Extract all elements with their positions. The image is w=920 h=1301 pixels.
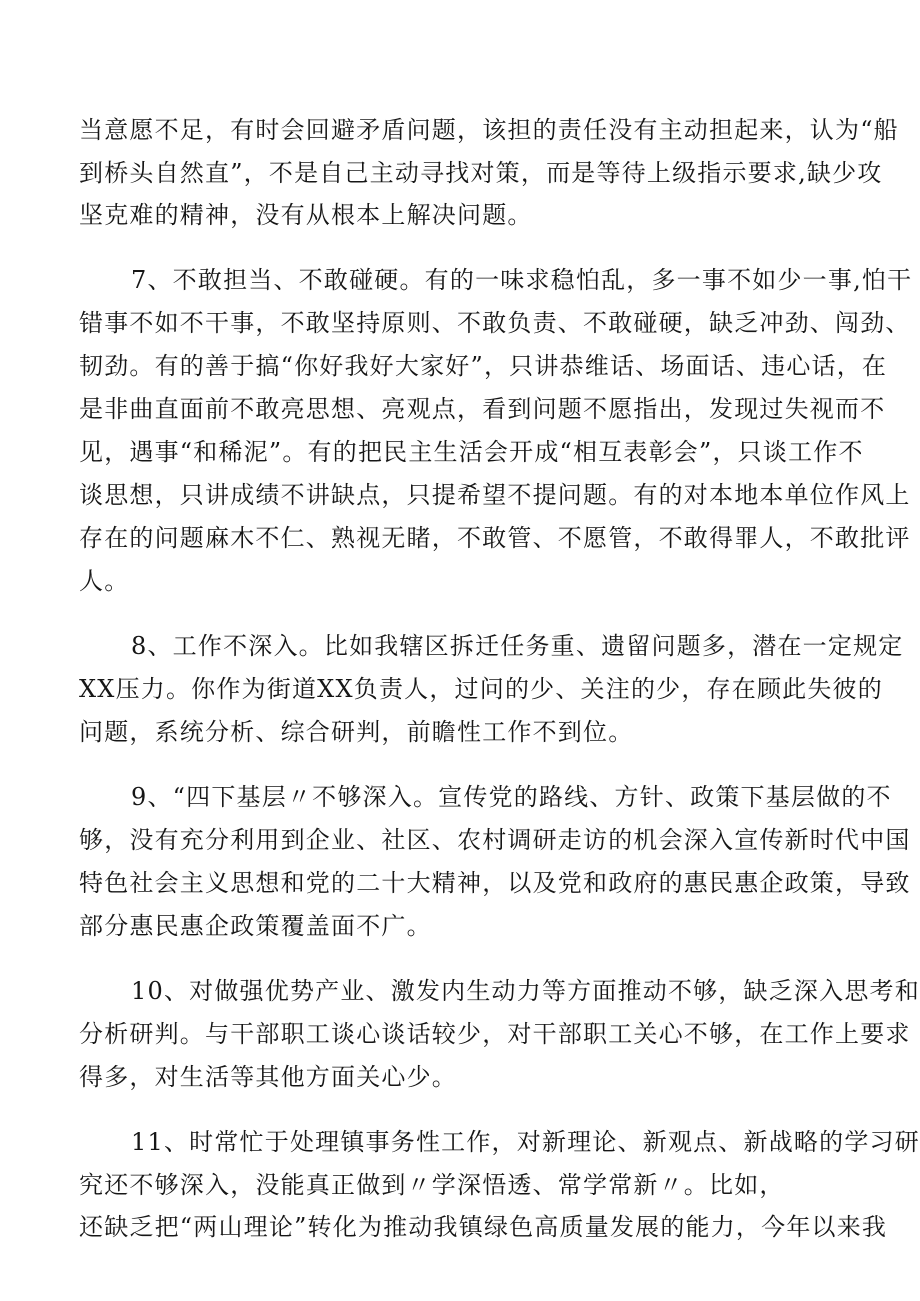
text-line: 问题，系统分析、综合研判，前瞻性工作不到位。 (79, 718, 634, 746)
text-line: 人。 (79, 567, 130, 595)
text-line: 错事不如不干事，不敢坚持原则、不敢负责、不敢碰硬，缺乏冲劲、闯劲、 (79, 309, 911, 337)
text-line: 还缺乏把“两山理论”转化为推动我镇绿色高质量发展的能力，今年以来我 (79, 1213, 888, 1241)
text-line: 部分惠民惠企政策覆盖面不广。 (79, 912, 432, 940)
paragraph-11-start: 11、时常忙于处理镇事务性工作，对新理论、新观点、新战略的学习研 (131, 1128, 920, 1156)
text-line: 坚克难的精神，没有从根本上解决问题。 (79, 201, 533, 229)
paragraph-9-start: 9、“四下基层〃不够深入。宣传党的路线、方针、政策下基层做的不 (131, 783, 892, 811)
text-line: XX压力。你作为街道XX负责人，过问的少、关注的少，存在顾此失彼的 (79, 675, 883, 703)
text-line: 当意愿不足，有时会回避矛盾问题，该担的责任没有主动担起来，认为“船 (79, 116, 899, 144)
text-line: 特色社会主义思想和党的二十大精神，以及党和政府的惠民惠企政策，导致 (79, 869, 911, 897)
text-line: 分析研判。与干部职工谈心谈话较少，对干部职工关心不够，在工作上要求 (79, 1020, 911, 1048)
paragraph-7-start: 7、不敢担当、不敢碰硬。有的一味求稳怕乱，多一事不如少一事,怕干 (131, 266, 913, 294)
paragraph-8-start: 8、工作不深入。比如我辖区拆迁任务重、遗留问题多，潜在一定规定 (131, 632, 904, 660)
text-line: 得多，对生活等其他方面关心少。 (79, 1063, 457, 1091)
text-line: 见，遇事“和稀泥”。有的把民主生活会开成“相互表彰会”，只谈工作不 (79, 438, 864, 466)
paragraph-10-start: 10、对做强优势产业、激发内生动力等方面推动不够，缺乏深入思考和 (131, 977, 920, 1005)
text-line: 够，没有充分利用到企业、社区、农村调研走访的机会深入宣传新时代中国 (79, 826, 911, 854)
text-line: 是非曲直面前不敢亮思想、亮观点，看到问题不愿指出，发现过失视而不 (79, 395, 886, 423)
text-line: 究还不够深入，没能真正做到〃学深悟透、常学常新〃。比如， (79, 1171, 785, 1199)
text-line: 韧劲。有的善于搞“你好我好大家好”，只讲恭维话、场面话、违心话，在 (79, 352, 888, 380)
text-line: 谈思想，只讲成绩不讲缺点，只提希望不提问题。有的对本地本单位作风上 (79, 481, 911, 509)
text-line: 到桥头自然直”，不是自己主动寻找对策，而是等待上级指示要求,缺少攻 (79, 159, 883, 187)
text-line: 存在的问题麻木不仁、熟视无睹，不敢管、不愿管，不敢得罪人，不敢批评 (79, 524, 911, 552)
